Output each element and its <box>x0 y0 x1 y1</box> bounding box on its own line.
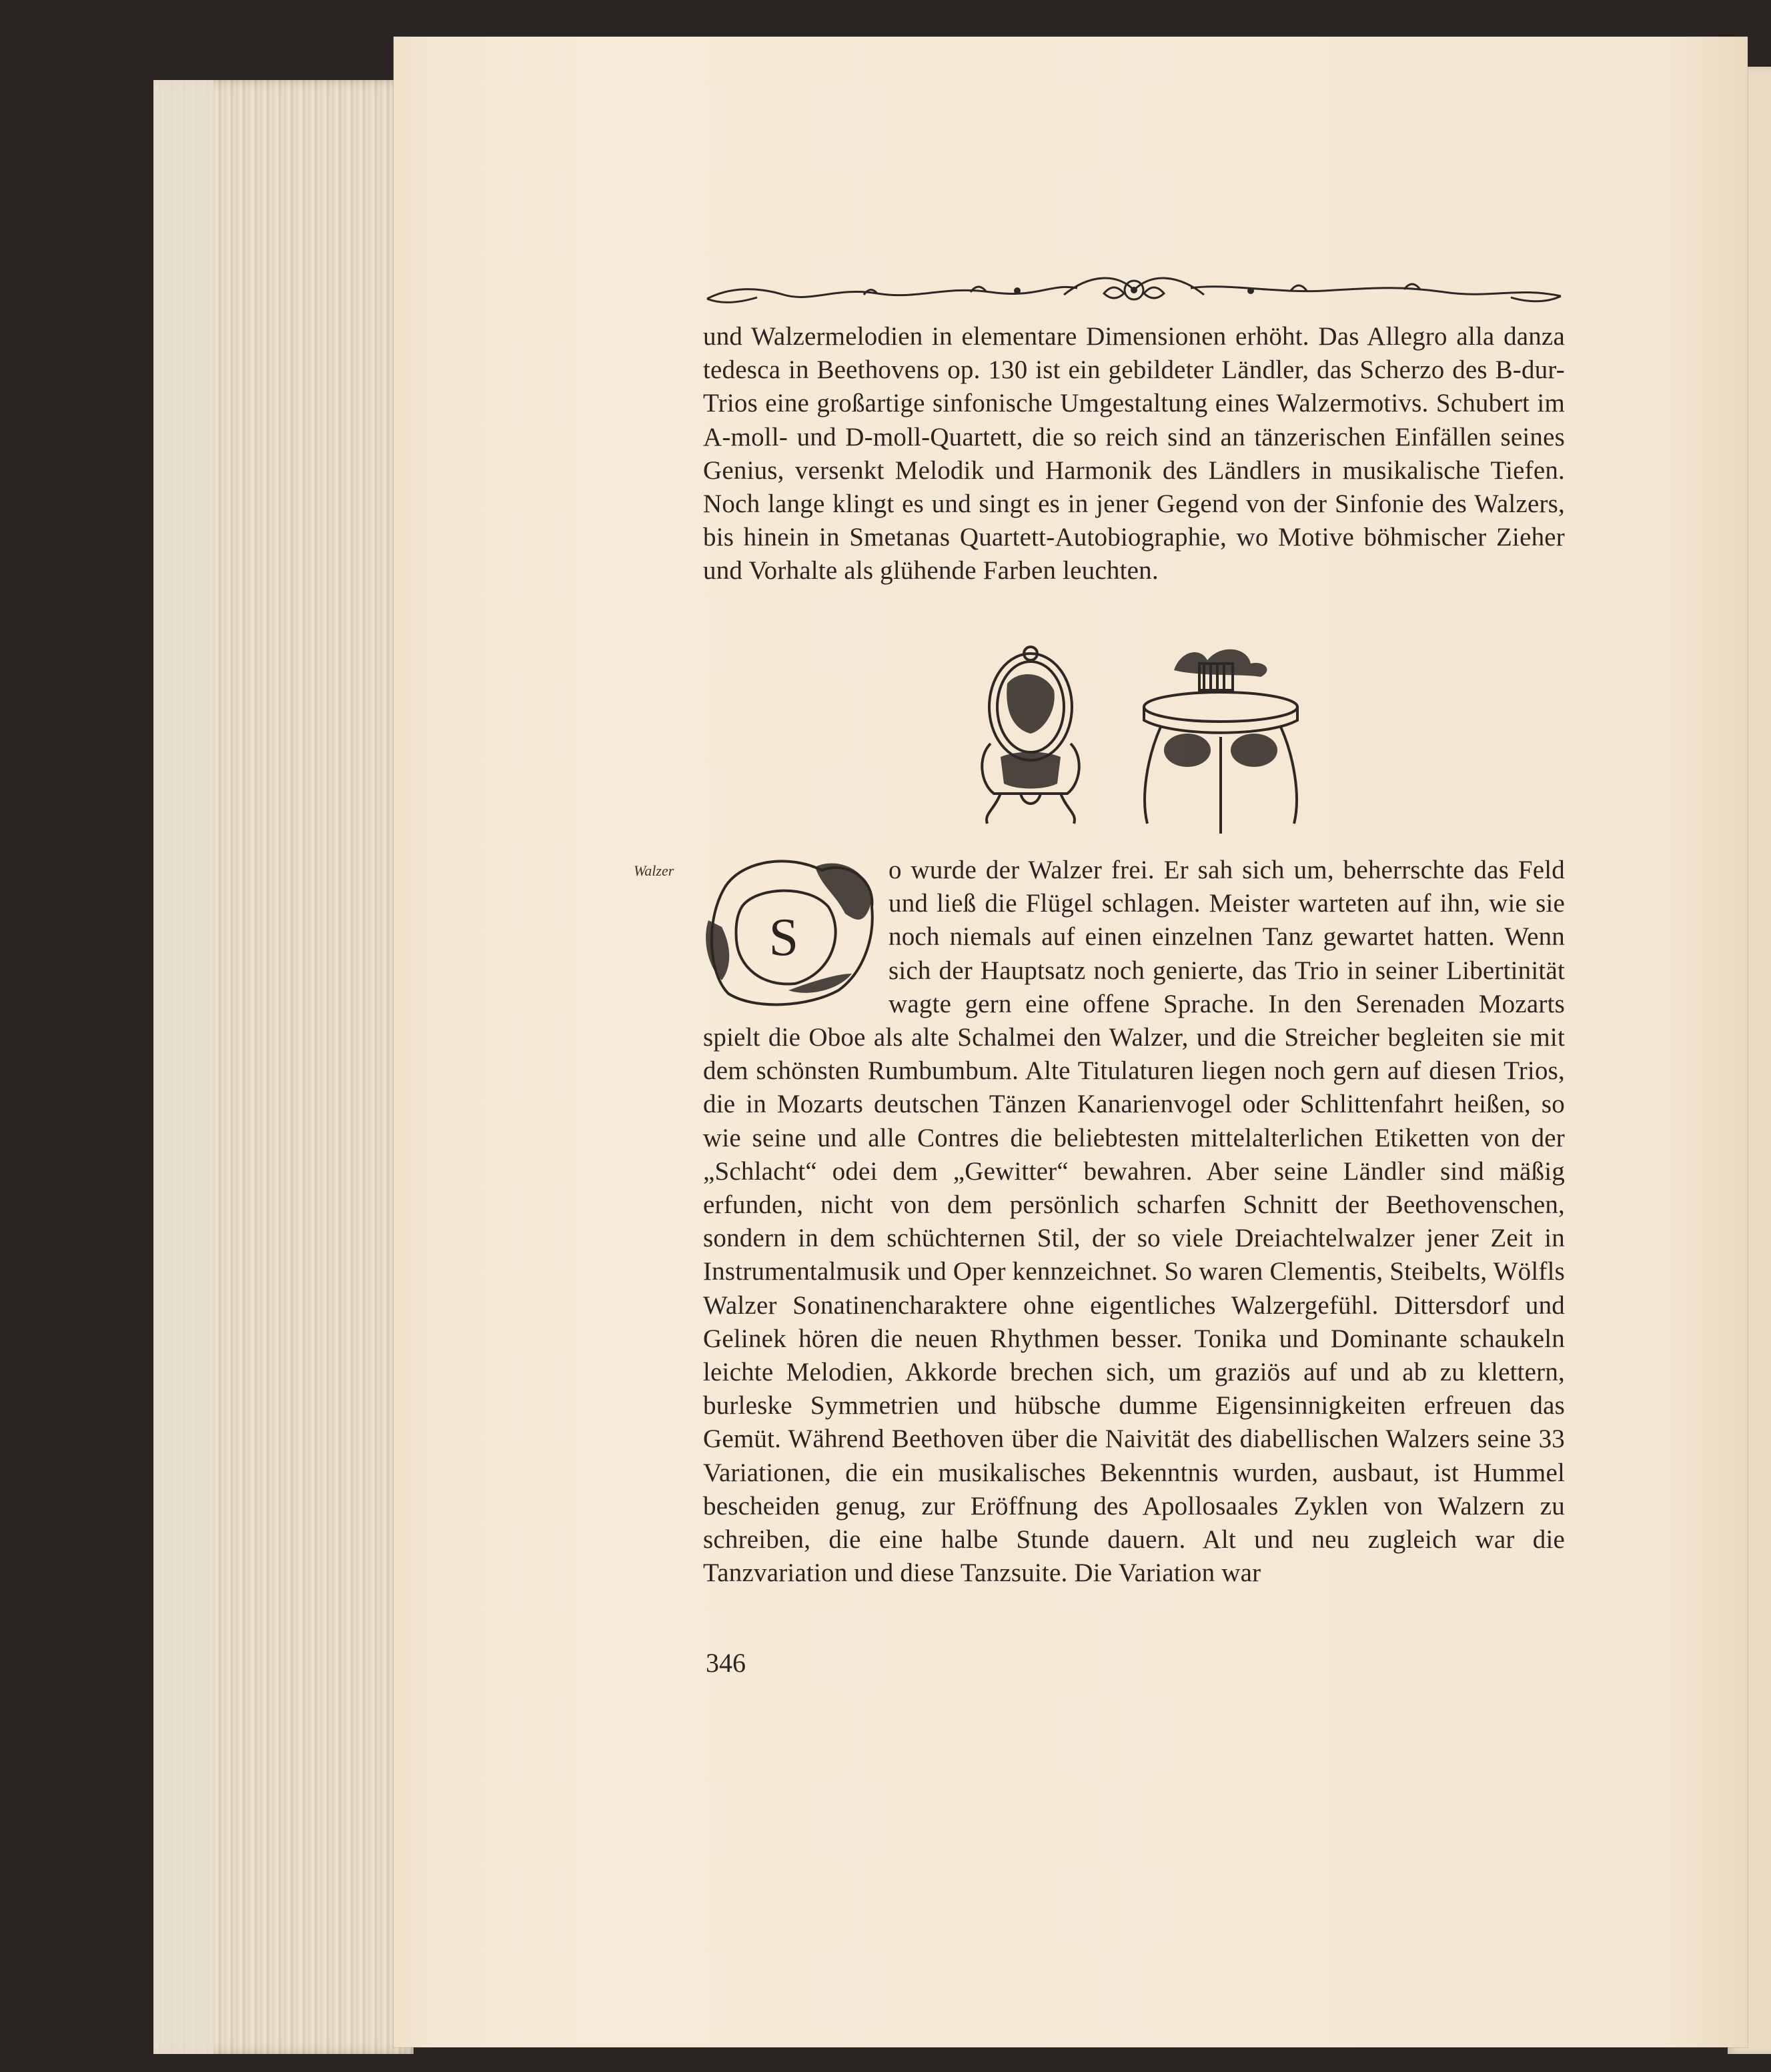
drop-cap-initial <box>695 847 882 1017</box>
page-edge-stack <box>153 80 414 2054</box>
paragraph-1 <box>703 320 1565 588</box>
drop-cap-letter: S <box>768 908 799 967</box>
table-vignette <box>1134 644 1307 837</box>
paragraph-1-text: und Walzermelodien in elementare Dimensionen erhöht. Das Allegro alla danza tedesca in Beethovens op. 130 ist ein gebildeter Ländler, das Scherzo des B-dur-Trios eine großartige sinfonische Umgestaltung eines Walzermotivs. Schubert im A-moll- und D-moll-Quartett, die so reich sind an tänzerischen Einfällen seines Genius, versenkt Melodik und Harmonik des Ländlers in musikalische Tiefen. Noch lange klingt es und singt es in jener Gegend von der Sinfonie des Walzers, bis hinein in Smetanas Quartett-Autobiographie, wo Motive böhmischer Zieher und Vorhalte als glühende Farben leuchten. <box>703 322 1565 586</box>
floral-initial-frame <box>695 847 882 1017</box>
marginal-note: Walzer <box>634 862 674 879</box>
page-number: 346 <box>706 1648 746 1678</box>
chair-vignette <box>964 644 1097 830</box>
paragraph-2 <box>703 854 1565 1590</box>
paragraph-2-text: o wurde der Walzer frei. Er sah sich um, beherrschte das Feld und ließ die Flügel schlagen. Meister warteten auf ihn, wie sie noch niemals auf einen einzelnen Tanz gewartet hatten. Wenn sich der Hauptsatz noch genierte, das Trio in seiner Libertinität wagte gern eine offene Sprache. In den Serenaden Mozarts spielt die Oboe als alte Schalmei den Walzer, und die Streicher begleiten sie mit dem schönsten Rumbumbum. Alte Titulaturen liegen noch gern auf diesen Trios, die in Mozarts deutschen Tänzen Kanarienvogel oder Schlittenfahrt heißen, so wie seine und alle Contres die beliebtesten mittelalterlichen Etiketten von der „Schlacht“ odei dem „Gewitter“ bewahren. Aber seine Ländler sind mäßig erfunden, nicht von dem persönlich scharfen Schnitt der Beethovenschen, sondern in dem schüchternen Stil, der so viele Dreiachtelwalzer jener Zeit in Instrumentalmusik und Oper kennzeichnet. So waren Clementis, Steibelts, Wölfls Walzer Sonatinencharaktere ohne eigentliches Walzergefühl. Dittersdorf und Gelinek hören die neuen Rhythmen besser. Tonika und Dominante schaukeln leichte Melodien, Akkorde brechen sich, um graziös auf und ab zu klettern, burleske Symmetrien und hübsche dumme Eigensinnigkeiten erfreuen das Gemüt. Während Beethoven über die Naivität des diabellischen Walzers seine 33 Variationen, die ein musikalisches Bekenntnis wurden, ausbaut, ist Hummel bescheiden genug, zur Eröffnung des Apollosaales Zyklen von Walzern zu schreiben, die eine halbe Stunde dauern. Alt und neu zugleich war die Tanzvariation und diese Tanzsuite. Die Variation war <box>703 856 1565 1588</box>
headpiece-vine-ornament <box>704 267 1564 313</box>
